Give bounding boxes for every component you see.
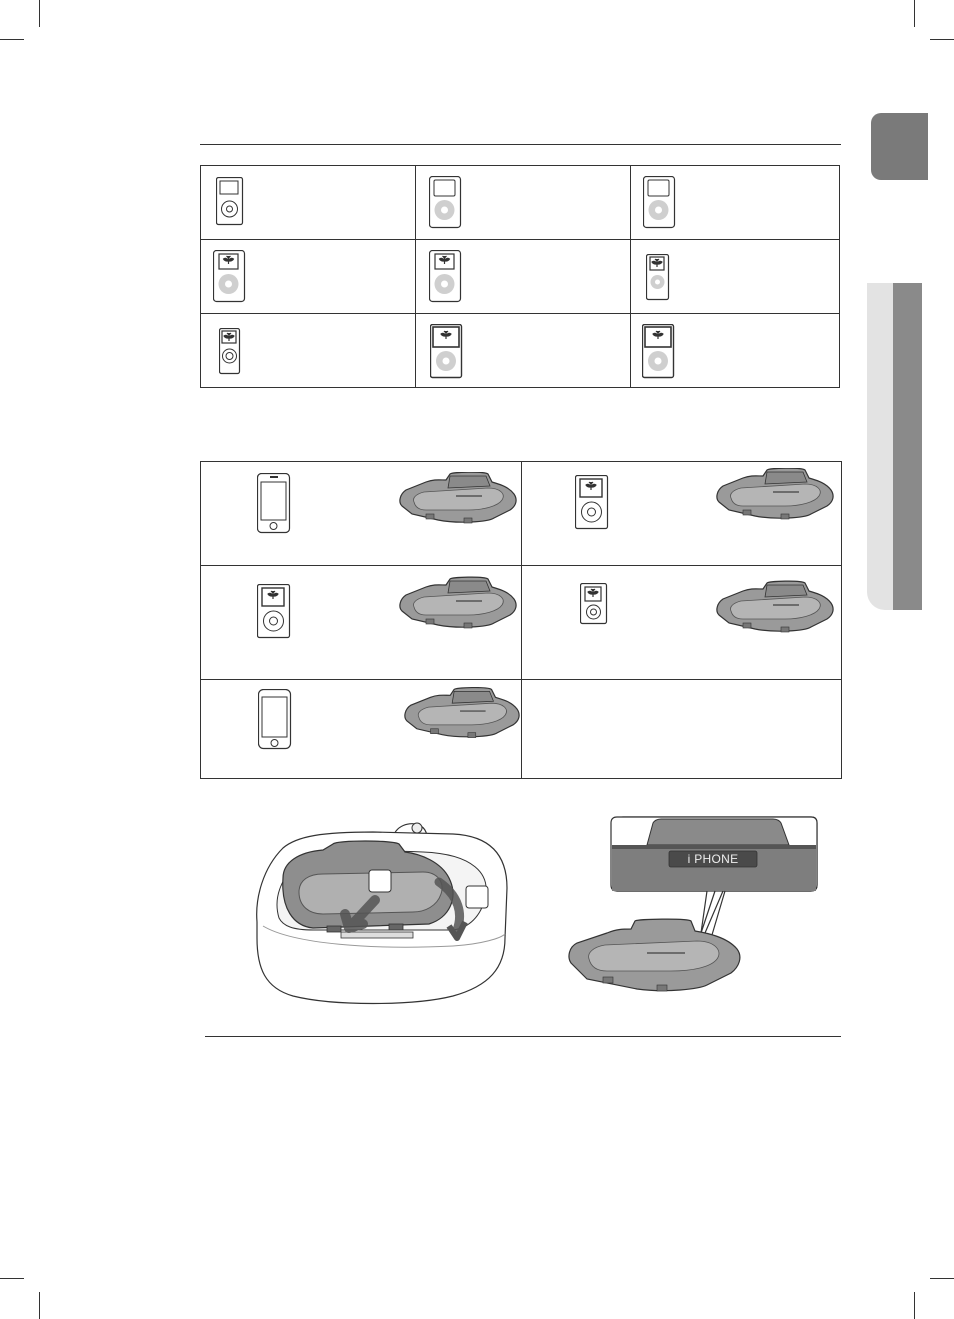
crop-mark [930, 1278, 954, 1279]
ipod-photo-icon [575, 475, 609, 531]
iphone-icon [257, 473, 291, 535]
compatibility-cell [631, 314, 840, 388]
compatibility-cell [416, 166, 631, 240]
adapter-cell [522, 566, 842, 680]
dock-adapter [403, 687, 521, 743]
ipod-nano-icon [580, 583, 608, 627]
ipod-photo-icon [257, 584, 291, 640]
crop-mark [0, 1278, 24, 1279]
ipod-photo-icon [429, 250, 462, 304]
side-tab-dark [893, 283, 922, 610]
adapter-table [200, 461, 842, 779]
adapter-cell [522, 462, 842, 566]
ipod-photo-icon [213, 250, 246, 304]
classic-ipod-icon [643, 176, 676, 230]
crop-mark [0, 39, 24, 40]
classic-ipod-icon [429, 176, 462, 230]
adapter-cell-empty [522, 680, 842, 779]
compatibility-cell [201, 166, 416, 240]
adapter-cell [201, 566, 522, 680]
crop-mark [39, 0, 40, 27]
adapter-cell [201, 462, 522, 566]
compatibility-cell [416, 240, 631, 314]
iphone-adapter-illustration [567, 815, 822, 1005]
bottom-divider [205, 1036, 841, 1037]
compatibility-table [200, 165, 840, 388]
ipod-video-icon [642, 324, 675, 380]
ipod-nano-icon [219, 328, 243, 376]
compatibility-cell [201, 314, 416, 388]
dock-adapter [715, 468, 835, 524]
compatibility-cell [631, 240, 840, 314]
compatibility-cell [631, 166, 840, 240]
ipod-video-icon [430, 324, 463, 380]
ipod-nano-icon [646, 254, 670, 302]
dock-installation-illustration [253, 818, 513, 1006]
dock-adapter [398, 574, 518, 636]
crop-mark [914, 1292, 915, 1319]
dock-adapter [398, 472, 518, 528]
crop-mark [914, 0, 915, 27]
iphone-icon [258, 689, 292, 751]
compatibility-cell [201, 240, 416, 314]
crop-mark [930, 39, 954, 40]
top-divider [200, 144, 841, 145]
iphone-adapter-label: i PHONE [687, 852, 739, 866]
chapter-tab [871, 113, 928, 180]
dock-adapter [715, 580, 835, 638]
compatibility-cell [416, 314, 631, 388]
adapter-cell [201, 680, 522, 779]
classic-ipod-icon [216, 177, 244, 227]
crop-mark [39, 1292, 40, 1319]
